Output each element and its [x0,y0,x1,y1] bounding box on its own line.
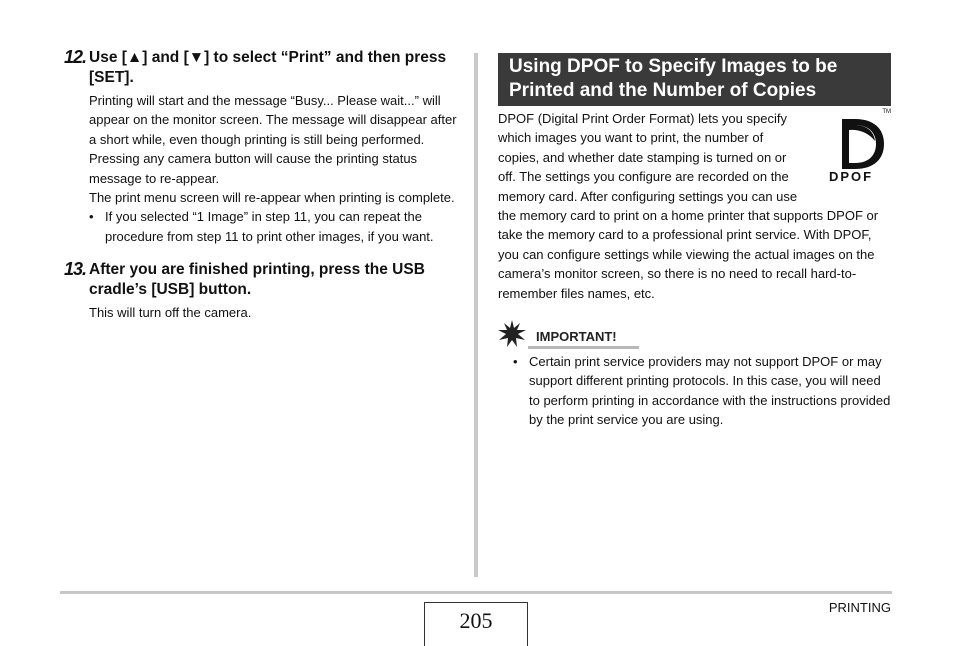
right-column [498,53,891,430]
step-13 [60,260,462,322]
step-heading: After you are finished printing, press the USB cradle’s [USB] button. [89,261,425,299]
bullet-item: • If you selected “1 Image” in step 11, you can repeat the procedure from step 11 to print other images, if you want. [89,207,462,246]
important-underline [528,346,639,349]
step-heading: Use [▲] and [▼] to select “Print” and then press [SET]. [89,49,447,86]
footer-divider [60,591,892,594]
column-divider [474,53,478,577]
step-bullets [89,207,462,246]
dpof-logo [829,109,891,183]
dpof-logo-icon [829,113,891,183]
bullet-item: • Certain print service providers may not support DPOF or may support different printing protocols. In this case, you will need to perform printing in accordance with the instructions provided by the print service you are using. [513,352,891,430]
logo-trademark: TM [882,109,891,115]
important-bullets [513,352,891,430]
step-number: 13. [64,259,87,280]
section-title: Using DPOF to Specify Images to be Printed and the Number of Copies [498,53,891,106]
step-number: 12. [64,47,87,67]
important-label: IMPORTANT! [536,329,617,345]
step-12 [60,48,462,246]
starburst-icon [498,320,526,348]
page-number: 205 [424,602,528,646]
footer-section-name: PRINTING [828,600,891,615]
step-paragraph: Printing will start and the message “Busy... Please wait...” will appear on the monitor screen. The message will disappear after a short while, even though printing is still being performed. Pressing any camera button will cause the printing status message to re-appear. [89,93,457,186]
intro-text: DPOF (Digital Print Order Format) lets you specify which images you want to print, the number of copies, and whether date stamping is turned on or off. The settings you configure are recorded on the memory card. After configuring settings you can use the memory card to print on a home printer that supports DPOF or take the memory card to a professional print service. With DPOF, you can configure settings while viewing the actual images on the camera’s monitor screen, so there is no need to recall hard-to-remember files names, etc. [498,111,879,301]
section-intro-block [498,109,891,303]
step-paragraph: The print menu screen will re-appear when printing is complete. [89,190,455,206]
step-paragraph: This will turn off the camera. [89,305,252,321]
logo-text: DPOF [829,169,874,183]
left-column [60,48,462,323]
important-header [498,326,891,352]
